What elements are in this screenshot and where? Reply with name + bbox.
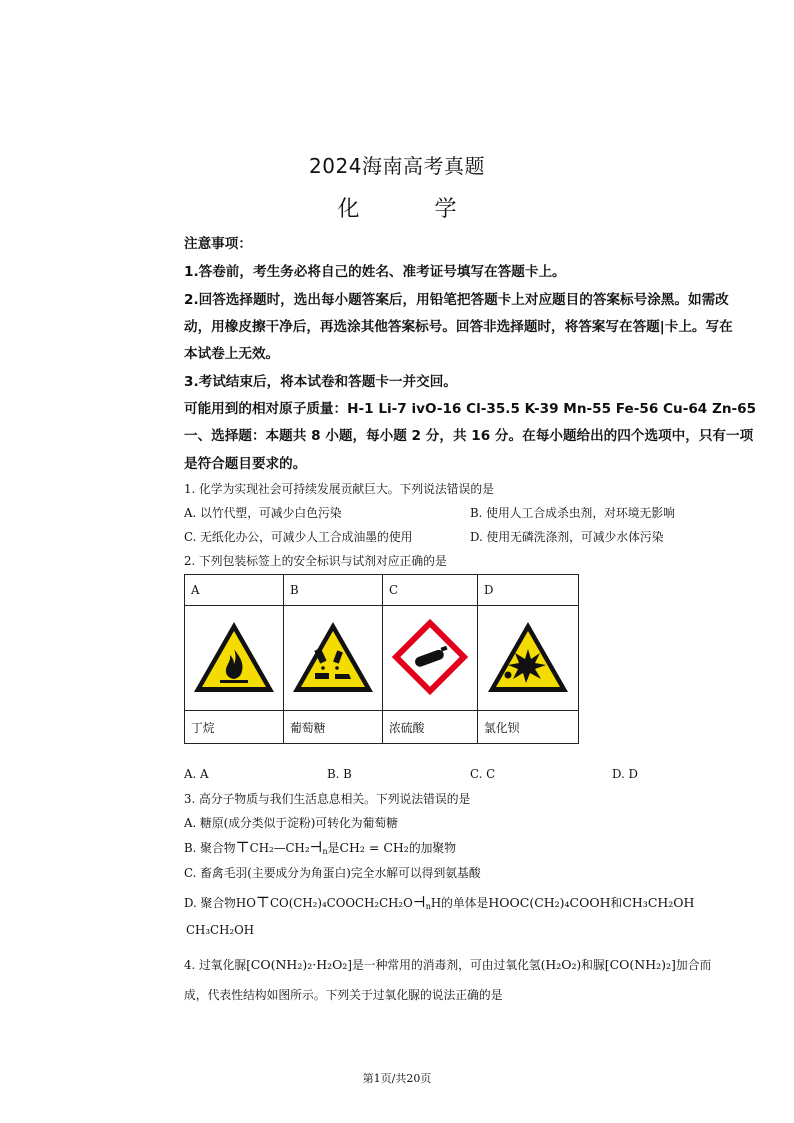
explosive-icon <box>486 619 570 695</box>
col-header-c: C <box>383 575 478 606</box>
q3-d-and: 和 <box>610 896 623 910</box>
q3-d-monomer-1: HOOC(CH₂)₄COOH <box>488 895 611 910</box>
bracket-right-icon: ⊣ <box>309 838 323 856</box>
q3-b-mid: 是 <box>327 841 340 855</box>
q3-b-polymer: CH₂—CH₂ <box>249 841 310 855</box>
q4-text-a: 4. 过氧化脲[ <box>184 958 251 972</box>
notice-item-2b: 动，用橡皮擦干净后，再选涂其他答案标号。回答非选择题时，将答案写在答题|卡上。写在 <box>184 319 733 335</box>
notice-item-1: 1.答卷前，考生务必将自己的姓名、准考证号填写在答题卡上。 <box>184 264 566 280</box>
reagent-label-c: 浓硫酸 <box>383 711 478 744</box>
reagent-label-b: 葡萄糖 <box>284 711 383 744</box>
bracket-left-icon: ⊤ <box>255 893 270 911</box>
q4-text-c: )和脲 <box>576 958 605 972</box>
q3-d-monomer-2: CH₃CH₂OH <box>622 895 695 910</box>
hazard-label-table <box>184 574 579 744</box>
subject-title: 化 学 <box>337 197 491 222</box>
q3-d-mid: H的单体是 <box>430 896 489 910</box>
q3-option-a: A. 糖原(成分类似于淀粉)可转化为葡萄糖 <box>184 816 398 830</box>
q3-option-b <box>184 838 456 856</box>
q1-option-b: B. 使用人工合成杀虫剂，对环境无影响 <box>470 506 675 520</box>
q3-b-n: n <box>322 847 328 856</box>
reagent-label-a: 丁烷 <box>185 711 284 744</box>
col-header-d: D <box>478 575 579 606</box>
flammable-icon <box>192 619 276 695</box>
exam-title: 2024海南高考真题 <box>309 154 485 178</box>
q3-option-d <box>184 893 694 911</box>
q3-d-n: n <box>425 902 431 911</box>
q3-b-prefix: B. 聚合物 <box>184 841 236 855</box>
q4-formula-urea-peroxide: CO(NH₂)₂·H₂O₂ <box>250 957 348 972</box>
corrosive-icon <box>291 619 375 695</box>
cell-image-d <box>478 606 579 711</box>
q4-line-1 <box>184 956 711 973</box>
q2-stem: 2. 下列包装标签上的安全标识与试剂对应正确的是 <box>184 554 447 568</box>
q4-line-2: 成，代表性结构如图所示。下列关于过氧化脲的说法正确的是 <box>184 988 503 1002</box>
notice-item-3: 3.考试结束后，将本试卷和答题卡一并交回。 <box>184 374 457 390</box>
q3-d-polymer: CO(CH₂)₄COOCH₂CH₂O <box>270 896 413 910</box>
section-1-instructions: 一、选择题：本题共 8 小题，每小题 2 分，共 16 分。在每小题给出的四个选项中，只有一项 <box>184 428 754 444</box>
gas-cylinder-icon <box>390 617 470 697</box>
atomic-masses: 可能用到的相对原子质量：H-1 Li-7 ivO-16 Cl-35.5 K-39 Mn-55 Fe-56 Cu-64 Zn-65 <box>184 401 757 417</box>
bracket-left-icon: ⊤ <box>235 838 250 856</box>
q1-stem: 1. 化学为实现社会可持续发展贡献巨大。下列说法错误的是 <box>184 482 494 496</box>
bracket-right-icon: ⊣ <box>412 893 426 911</box>
q3-d-prefix: D. 聚合物HO <box>184 896 256 910</box>
reagent-label-d: 氯化钡 <box>478 711 579 744</box>
cell-image-a <box>185 606 284 711</box>
notice-heading: 注意事项： <box>184 236 252 252</box>
q2-option-b: B. B <box>327 767 352 781</box>
cell-image-b <box>284 606 383 711</box>
q4-formula-h2o2: H₂O₂ <box>545 957 577 972</box>
section-1-instructions-cont: 是符合题目要求的。 <box>184 456 307 472</box>
col-header-a: A <box>185 575 284 606</box>
notice-item-2a: 2.回答选择题时，选出每小题答案后，用铅笔把答题卡上对应题目的答案标号涂黑。如需改 <box>184 292 729 308</box>
q4-text-d: 加合而 <box>675 958 712 972</box>
q3-b-monomer: CH₂ = CH₂ <box>339 840 409 855</box>
cell-image-c <box>383 606 478 711</box>
notice-item-2c: 本试卷上无效。 <box>184 346 280 362</box>
q1-option-c: C. 无纸化办公，可减少人工合成油墨的使用 <box>184 530 413 544</box>
q2-option-d: D. D <box>612 767 638 781</box>
q3-d-continuation: CH₃CH₂OH <box>186 923 255 937</box>
page-number: 第1页/共20页 <box>362 1072 432 1085</box>
q1-option-d: D. 使用无磷洗涤剂，可减少水体污染 <box>470 530 664 544</box>
q1-option-a: A. 以竹代塑，可减少白色污染 <box>184 506 342 520</box>
q2-option-c: C. C <box>470 767 496 781</box>
q2-option-a: A. A <box>184 767 209 781</box>
q3-stem: 3. 高分子物质与我们生活息息相关。下列说法错误的是 <box>184 792 471 806</box>
q4-text-b: ]是一种常用的消毒剂，可由过氧化氢( <box>347 958 546 972</box>
col-header-b: B <box>284 575 383 606</box>
q4-formula-urea: [CO(NH₂)₂] <box>604 957 676 972</box>
q3-option-c: C. 畜禽毛羽(主要成分为角蛋白)完全水解可以得到氨基酸 <box>184 866 481 880</box>
q3-b-suffix: 的加聚物 <box>408 841 457 855</box>
